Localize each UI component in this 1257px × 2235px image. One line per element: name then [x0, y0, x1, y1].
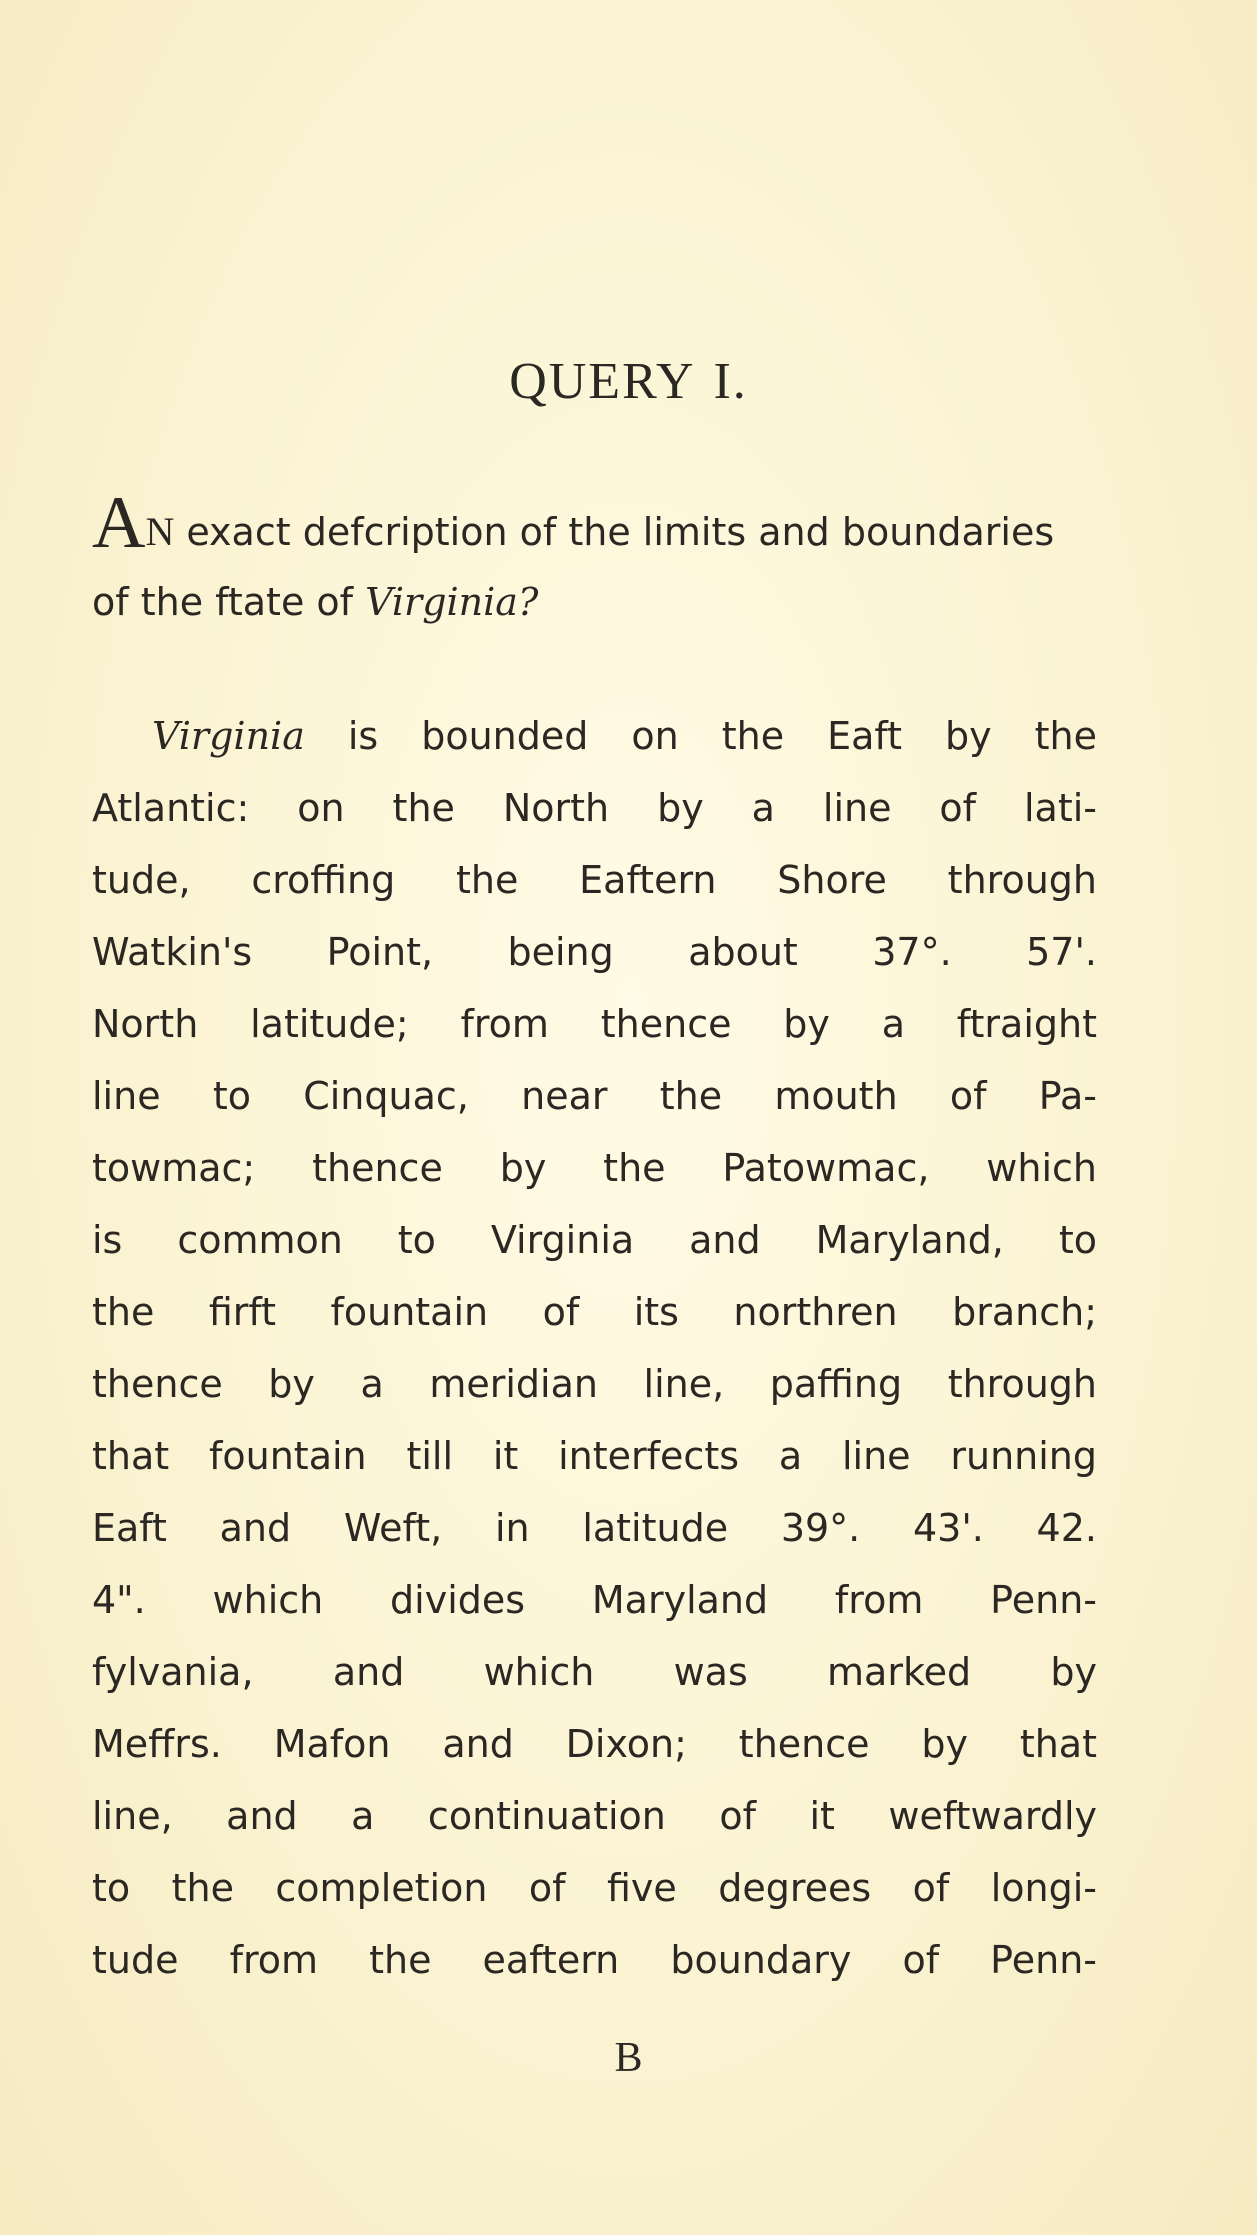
query-question [92, 482, 1092, 637]
text-line: is common to Virginia and Maryland, to [92, 1218, 1097, 1262]
query-heading [0, 352, 1257, 411]
text-line: that fountain till it interfects a line running [92, 1434, 1097, 1478]
text-line: to the completion of five degrees of longi- [92, 1866, 1097, 1910]
text-line: towmac; thence by the Patowmac, which [92, 1146, 1097, 1190]
lead-italic-word: Virginia [152, 714, 305, 758]
drop-capital: A [92, 482, 146, 564]
signature-mark: B [614, 2035, 643, 2081]
text-line: line, and a continuation of it weftwardly [92, 1794, 1097, 1838]
text-line: thence by a meridian line, paffing through [92, 1362, 1097, 1406]
text-line: Atlantic: on the North by a line of lati- [92, 786, 1097, 830]
query-number: I. [713, 353, 748, 410]
text-line: Watkin's Point, being about 37°. 57'. [92, 930, 1097, 974]
text-line: Meffrs. Mafon and Dixon; thence by that [92, 1722, 1097, 1766]
query-word: QUERY [509, 353, 696, 410]
text-line: 4". which divides Maryland from Penn- [92, 1578, 1097, 1622]
text-line: fylvania, and which was marked by [92, 1650, 1097, 1694]
question-text: exact defcription of the limits and boundaries of the ftate of [92, 510, 1055, 624]
text-line: tude, croffing the Eaftern Shore through [92, 858, 1097, 902]
question-italic: Virginia? [365, 580, 539, 624]
text-line: North latitude; from thence by a ftraight [92, 1002, 1097, 1046]
text-line [92, 700, 1097, 772]
text-line: the firft fountain of its northren branch; [92, 1290, 1097, 1334]
text-line: tude from the eaftern boundary of Penn- [92, 1938, 1097, 1982]
text-line: Eaft and Weft, in latitude 39°. 43'. 42. [92, 1506, 1097, 1550]
text-line-content: is bounded on the Eaft by the [304, 714, 1097, 758]
text-line: line to Cinquac, near the mouth of Pa- [92, 1074, 1097, 1118]
small-capital: N [145, 509, 175, 554]
answer-paragraph [92, 700, 1097, 1996]
